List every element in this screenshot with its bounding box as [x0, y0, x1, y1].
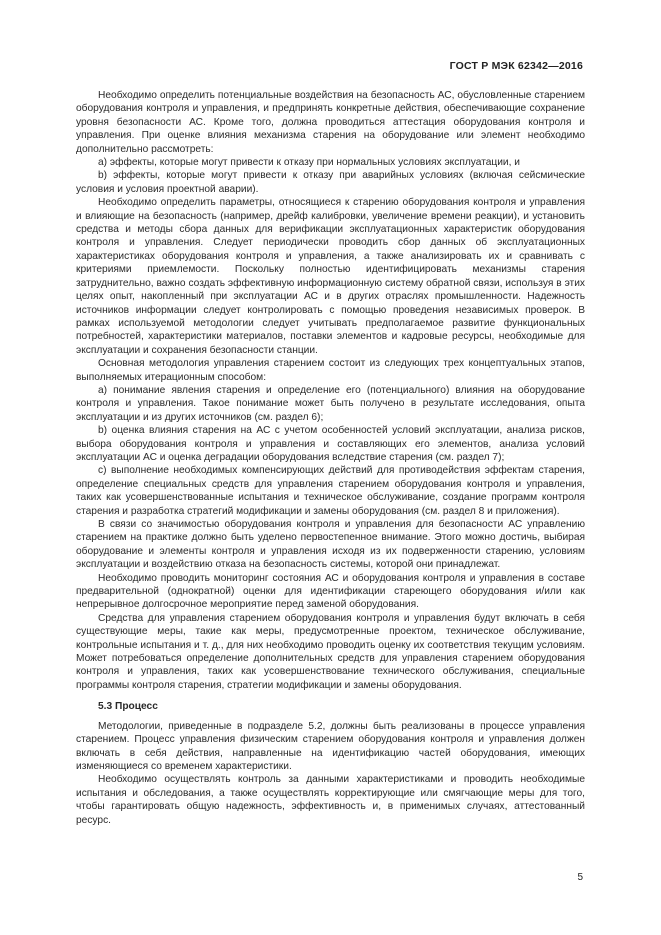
list-item: c) выполнение необходимых компенсирующих действий для противодействия эффектам старения, определение специальных средств для управления старением оборудования контроля и управления, таких как усовершенствованные испытания и техническое обслуживание, создание программ контроля старения и разработка стратегий модификации и замены оборудования (см. раздел 8 и приложения). — [76, 465, 585, 517]
paragraph: Необходимо определить параметры, относящиеся к старению оборудования контроля и управления и влияющие на безопасность (например, дрейф калибровки, увеличение времени реакции), и установить средства и методы сбора данных для верификации эксплуатационных характеристик оборудования контроля и управления. Следует периодически проводить сбор данных об эксплуатационных характеристиках оборудования контроля и управления, а также анализировать их и сравнивать с критериями приемлемости. Поскольку полностью идентифицировать механизмы старения затруднительно, важно создать эффективную информационную систему обратной связи, используя в этих целях опыт, накопленный при эксплуатации АС и в других отраслях промышленности. Надежность источников информации следует контролировать с помощью проведения независимых проверок. В рамках используемой методологии следует учитывать предполагаемое развитие функциональных потребностей, характеристики материалов, поставки элементов и кадровые ресурсы, необходимые для эксплуатации и сохранения безопасности станции. — [76, 197, 585, 356]
paragraph: Методологии, приведенные в подразделе 5.2, должны быть реализованы в процессе управления старением. Процесс управления физическим старением оборудования контроля и управления должен включать в себя действия, направленные на идентификацию частей оборудования, имеющих изменяющиеся со временем характеристики. — [76, 720, 585, 772]
page-number: 5 — [577, 872, 583, 883]
paragraph: Необходимо определить потенциальные воздействия на безопасность АС, обусловленные старением оборудования контроля и управления, и предпринять конкретные действия, обеспечивающие сохранение уровня безопасности АС. Кроме того, должна проводиться аттестация оборудования контроля и управления. При оценке влияния механизма старения на оборудование или элемент необходимо дополнительно рассмотреть: — [76, 90, 585, 155]
paragraph: Средства для управления старением оборудования контроля и управления будут включать в себя существующие меры, такие как меры, предусмотренные проектом, техническое обслуживание, контрольные испытания и т. д., для них необходимо проводить оценку их соответствия текущим условиям. Может потребоваться определение дополнительных средств для управления старением оборудования контроля и управления, таких как усовершенствование технического обслуживания, специальные программы контроля старения, стратегии модификации и замены оборудования. — [76, 612, 585, 691]
document-body — [76, 89, 585, 827]
section-heading: 5.3 Процесс — [98, 701, 158, 713]
paragraph: В связи со значимостью оборудования контроля и управления для безопасности АС управлению старением на практике должно быть уделено первостепенное внимание. Этого можно достичь, выбирая оборудование и элементы контроля и управления исходя из их подверженности старению, условиям эксплуатации и воздействию отказа на безопасность системы, которой они принадлежат. — [76, 519, 585, 571]
list-item: b) оценка влияния старения на АС с учетом особенностей условий эксплуатации, анализа рисков, выбора оборудования контроля и управления и составляющих его элементов, анализа условий эксплуатации АС и оценка деградации оборудования вследствие старения (см. раздел 7); — [76, 425, 585, 463]
list-item: b) эффекты, которые могут привести к отказу при аварийных условиях (включая сейсмические условия и условия проектной аварии). — [76, 170, 585, 195]
list-item: a) эффекты, которые могут привести к отказу при нормальных условиях эксплуатации, и — [98, 157, 520, 169]
standard-designation: ГОСТ Р МЭК 62342—2016 — [449, 60, 583, 72]
paragraph: Необходимо проводить мониторинг состояния АС и оборудования контроля и управления в составе предварительной (однократной) оценки для идентификации стареющего оборудования и/или как непрерывное долгосрочное мероприятие перед заменой оборудования. — [76, 572, 585, 611]
list-item: a) понимание явления старения и определение его (потенциального) влияния на оборудование контроля и управления. Такое понимание может быть получено в результате исследования, опыта эксплуатации и из других источников (см. раздел 6); — [76, 384, 585, 423]
paragraph: Основная методология управления старением состоит из следующих трех концептуальных этапов, выполняемых итерационным способом: — [76, 358, 585, 383]
paragraph: Необходимо осуществлять контроль за данными характеристиками и проводить необходимые испытания и обследования, а также осуществлять корректирующие или смягчающие меры для того, чтобы гарантировать общую надежность, эффективность и, в применимых случаях, аттестованный ресурс. — [76, 774, 585, 826]
